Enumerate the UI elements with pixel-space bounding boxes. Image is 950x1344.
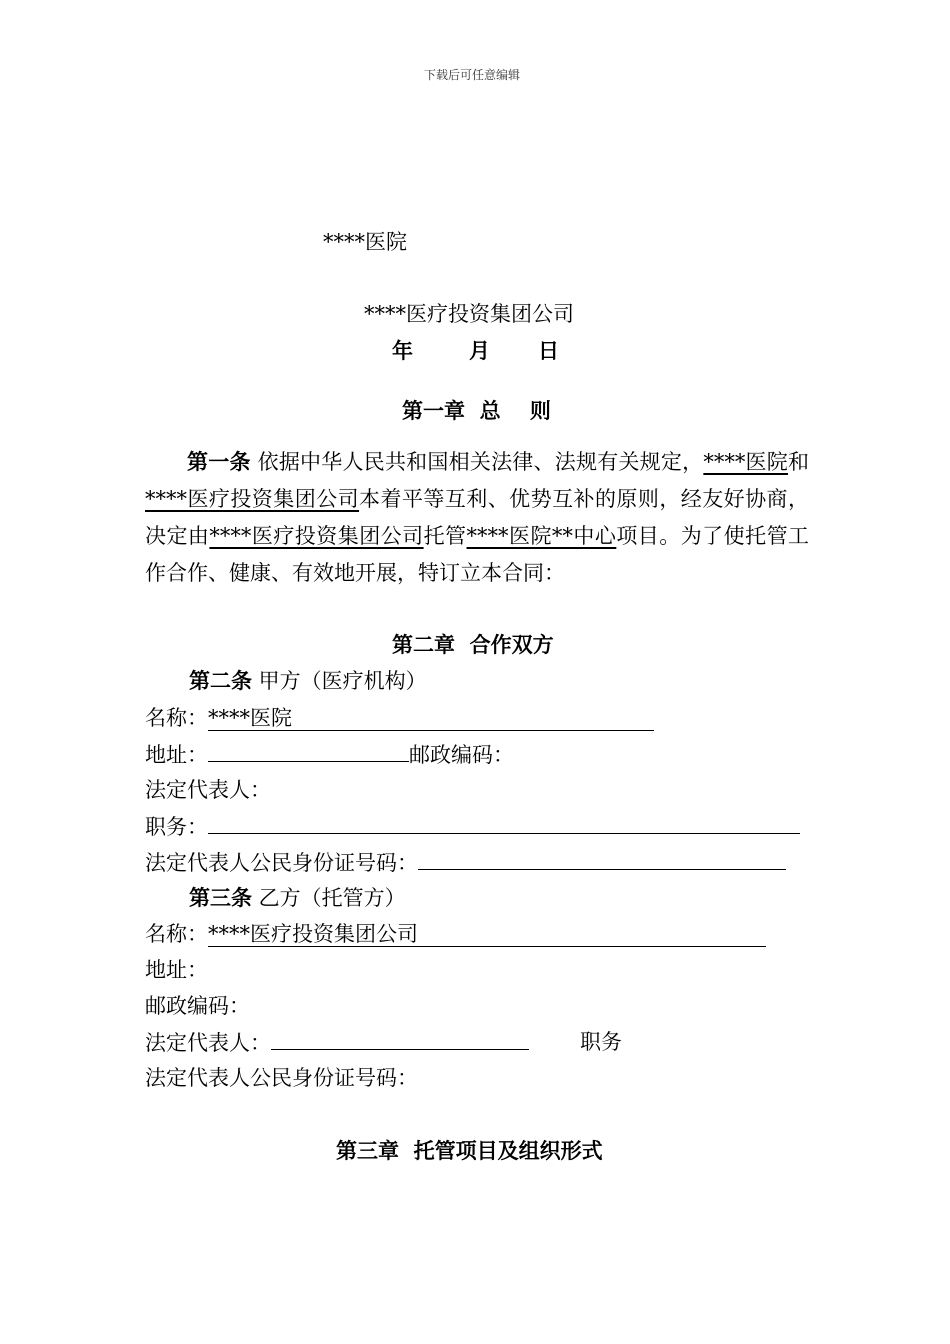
party-a-name-field [208, 706, 654, 731]
party-b-rep-row [145, 1027, 529, 1058]
chapter3-title: 第三章 托管项目及组织形式 [336, 1138, 603, 1163]
party-a-name-value: ****医院 [208, 706, 292, 730]
article1-group-2: ****医疗投资集团公司 [209, 524, 424, 548]
article1-text-3: 本着平等互利、优势互补的原则，经友好协商，决定由 [145, 487, 810, 548]
chapter2-title: 第二章 合作双方 [392, 632, 554, 657]
party-a-rep-label: 法定代表人： [145, 778, 271, 802]
article1-paragraph [145, 443, 809, 592]
article1-hospital: ****医院 [703, 450, 789, 474]
cover-party-a: ****医院 [323, 230, 407, 254]
date-month: 月 [469, 338, 490, 363]
cover-party-b: ****医疗投资集团公司 [364, 302, 574, 326]
party-b-id-label: 法定代表人公民身份证号码： [145, 1066, 418, 1090]
article2-text: 甲方（医疗机构） [252, 669, 427, 693]
chapter1-title: 第一章 总 则 [402, 398, 551, 423]
date-year: 年 [392, 338, 413, 363]
article2-line [189, 666, 427, 696]
party-b-postcode-label: 邮政编码： [145, 994, 250, 1018]
article1-label: 第一条 [187, 449, 251, 474]
page-header: 下载后可任意编辑 [424, 68, 521, 82]
party-b-name-label: 名称： [145, 922, 208, 946]
article1-text-4: 托管 [423, 524, 467, 548]
party-a-position-label: 职务： [145, 815, 208, 839]
party-b-rep-blank [271, 1027, 529, 1050]
party-a-address-label: 地址： [145, 743, 208, 767]
article2-label: 第二条 [189, 668, 252, 693]
article1-text-5: 项目。为了使托管工作合作、健康、有效地开展，特订立本合同： [145, 524, 810, 585]
article1-text-1: 依据中华人民共和国相关法律、法规有关规定， [250, 450, 704, 474]
party-a-name-row [145, 703, 654, 733]
party-a-address-blank [208, 739, 409, 762]
date-day: 日 [538, 338, 559, 363]
party-a-id-blank [418, 847, 786, 870]
party-a-id-row [145, 847, 786, 878]
article1-text-2: 和 [788, 450, 810, 474]
party-b-address-label: 地址： [145, 958, 208, 982]
article3-text: 乙方（托管方） [252, 886, 406, 910]
party-b-name-value: ****医疗投资集团公司 [208, 922, 418, 946]
party-a-name-label: 名称： [145, 706, 208, 730]
party-b-rep-label: 法定代表人： [145, 1031, 271, 1055]
party-b-name-row [145, 919, 766, 949]
article1-project: ****医院**中心 [466, 524, 617, 548]
party-a-id-label: 法定代表人公民身份证号码： [145, 851, 418, 875]
party-a-address-row [145, 739, 514, 770]
article1-group: ****医疗投资集团公司 [145, 487, 360, 511]
article3-line [189, 883, 406, 913]
article3-label: 第三条 [189, 885, 252, 910]
party-b-name-field [208, 922, 766, 947]
party-a-position-blank [208, 811, 800, 834]
party-a-postcode-label: 邮政编码： [409, 743, 514, 767]
party-a-position-row [145, 811, 800, 842]
party-b-position-label: 职务 [580, 1030, 622, 1054]
